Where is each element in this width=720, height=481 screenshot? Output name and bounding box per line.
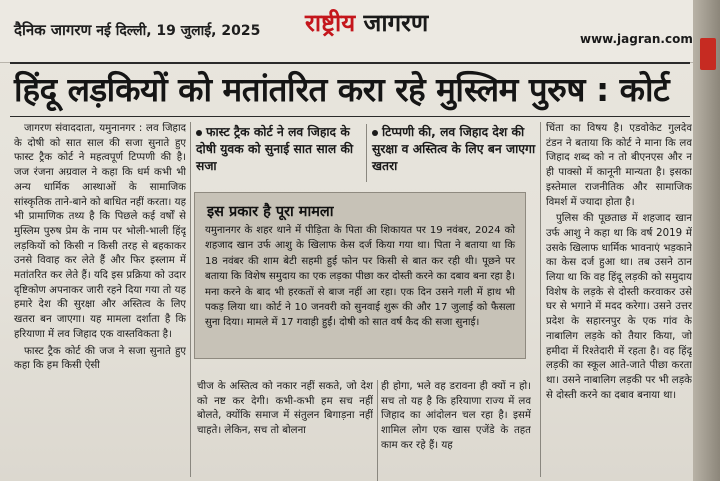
highlight-2-text: टिप्पणी की, लव जिहाद देश की सुरक्षा व अस्तित्व के लिए बन जाएगा खतरा bbox=[372, 125, 536, 173]
website-url: www.jagran.com bbox=[580, 32, 693, 46]
section-title bbox=[305, 6, 428, 39]
masthead bbox=[0, 0, 720, 63]
edge-color-tab bbox=[700, 38, 716, 70]
dateline: नई दिल्ली, 19 जुलाई, 2025 bbox=[96, 23, 261, 39]
column-4: ही होगा, भले वह डरावना ही क्यों न हो। सच तो यह है कि हरियाणा राज्य में लव जिहाद का आंदोलन चल रहा है। इसमें शामिल लोग एक खास एजेंडे के तहत काम कर रहे हैं। यह bbox=[381, 381, 531, 451]
highlight-1 bbox=[196, 124, 362, 175]
highlight-divider bbox=[366, 124, 367, 182]
column-divider bbox=[190, 122, 191, 477]
case-details-box bbox=[194, 192, 526, 359]
page-edge bbox=[693, 0, 720, 481]
column-5-paragraph-1: चिंता का विषय है। एडवोकेट गुलदेव टंडन ने बताया कि कोर्ट ने माना कि लव जिहाद शब्द को न तो बीएनएस और न ही पाक्सो में कानूनी मान्यता है। इसका इस्तेमाल राजनीतिक और सामाजिक विमर्श में ज्यादा होता है। bbox=[546, 123, 692, 208]
column-5-paragraph-2: पुलिस की पूछताछ में शहजाद खान उर्फ आशु ने कहा था कि वर्ष 2019 में उसके खिलाफ धार्मिक भावनाएं भड़काने का केस दर्ज हुआ था। तब उसने ठान लिया था कि वह हिंदू लड़की को समुदाय विशेष के लड़के से दोस्ती करवाकर उसे घर से भगाने में मदद करेगा। उसने उत्तर प्रदेश के सहारनपुर के एक गांव के नाबालिग लड़के को तैयार किया, जो हमीदा में रिश्तेदारी में रहता है। वह हिंदू लड़की का स्कूल आते-जाते पीछा करता था। उसने नाबालिग लड़की पर भी लड़के से दोस्ती करने का दबाव बनाया था। bbox=[546, 213, 692, 401]
bullet-icon bbox=[196, 130, 202, 136]
section-title-red: राष्ट्रीय bbox=[305, 9, 356, 37]
highlight-2 bbox=[372, 124, 538, 175]
case-details-title: इस प्रकार है पूरा मामला bbox=[207, 204, 334, 220]
column-1-paragraph-1: जागरण संवाददाता, यमुनानगर : लव जिहाद के दोषी को सात साल की सजा सुनाते हुए फास्ट ट्रैक कोर्ट ने महत्वपूर्ण टिप्पणी की है। जज रंजना अग्रवाल ने कहा कि धर्म कभी भी अन्य धार्मिक आस्थाओं के सामाजिक सांस्कृतिक ताने-बाने को बाधित नहीं करता। यह भी प्रामाणिक तथ्य है कि पिछले कई वर्षों से मुस्लिम पुरुष प्रेम के नाम पर भोली-भाली हिंदू लड़कियों को किसी न किसी तरह से बहकाकर उनसे विवाह कर लेते हैं और फिर इस्लाम में मतांतरित कर लेते हैं। यदि इस प्रक्रिया को उदार दृष्टिकोण अपनाकर जारी रहने दिया गया तो यह हमारे देश की सुरक्षा और अस्तित्व के लिए खतरा बन जाएगा। यह मामला दर्शाता है कि हरियाणा में लव जिहाद एक वास्तविकता है। bbox=[14, 123, 186, 340]
column-5 bbox=[546, 122, 692, 481]
case-details-body: यमुनानगर के शहर थाने में पीड़िता के पिता की शिकायत पर 19 नवंबर, 2024 को शहजाद खान उर्फ आशु के खिलाफ केस दर्ज किया गया था। पिता ने बताया था कि 18 नवंबर की शाम बेटी सहमी हुई फोन पर किसी से बात कर रही थी। पूछने पर बताया कि विशेष समुदाय का एक लड़का पीछा कर दोस्ती करने का दबाव बना रहा है। मना करने के बाद भी हरकतों से बाज नहीं आ रहा। एक दिन उसने गली में हाथ भी पकड़ लिया था। कोर्ट ने 10 जनवरी को सुनवाई शुरू की और 17 जुलाई को फैसला सुना दिया। मामले में 17 गवाही हुईं। दोषी को सात वर्ष कैद की सजा सुनाई। bbox=[205, 225, 515, 329]
masthead-left bbox=[14, 20, 260, 40]
highlight-1-text: फास्ट ट्रैक कोर्ट ने लव जिहाद के दोषी युवक को सुनाई सात साल की सजा bbox=[196, 125, 354, 173]
headline: हिंदू लड़कियों को मतांतरित करा रहे मुस्लिम पुरुष : कोर्ट bbox=[14, 70, 670, 109]
column-1 bbox=[14, 122, 186, 481]
masthead-rule bbox=[10, 62, 690, 64]
column-divider bbox=[377, 380, 378, 481]
bullet-icon bbox=[372, 130, 378, 136]
column-1-paragraph-2: फास्ट ट्रैक कोर्ट की जज ने सजा सुनाते हुए कहा कि हम किसी ऐसी bbox=[14, 345, 186, 372]
paper-name: दैनिक जागरण bbox=[14, 21, 92, 39]
column-3: चीज के अस्तित्व को नकार नहीं सकते, जो देश को नष्ट कर देगी। कभी-कभी हम सच नहीं बोलते, क्योंकि समाज में संतुलन बिगाड़ना नहीं चाहते। लेकिन, सच तो बोलना bbox=[197, 381, 373, 437]
section-title-black: जागरण bbox=[363, 9, 429, 37]
column-divider bbox=[540, 122, 541, 477]
headline-rule bbox=[10, 116, 690, 117]
